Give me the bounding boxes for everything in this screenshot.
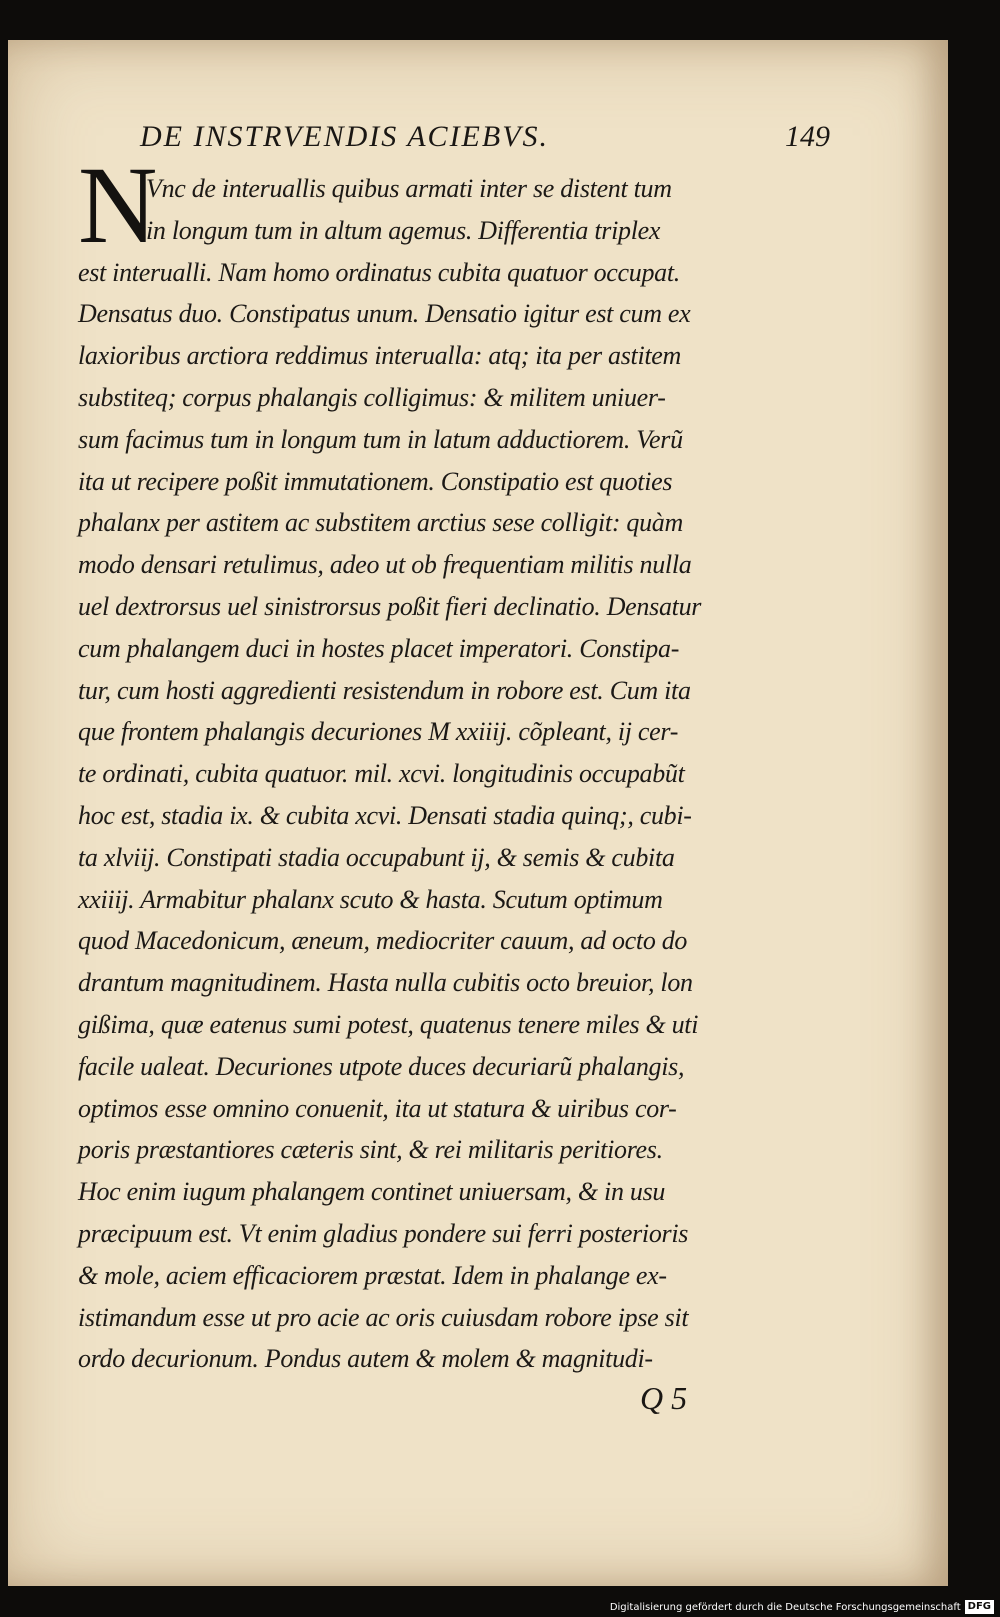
text-line: que frontem phalangis decuriones M xxiiij. cõpleant, ij cer-	[78, 717, 679, 747]
text-line: modo densari retulimus, adeo ut ob frequentiam militis nulla	[78, 550, 692, 580]
running-header	[130, 120, 830, 160]
dfg-logo: DFG	[965, 1600, 994, 1614]
text-line: uel dextrorsus uel sinistrorsus poßit fieri declinatio. Densatur	[78, 591, 702, 621]
text-line: est interualli. Nam homo ordinatus cubita quatuor occupat.	[78, 257, 681, 287]
page-number: 149	[785, 120, 830, 153]
text-line: in longum tum in altum agemus. Differentia triplex	[146, 215, 661, 245]
text-line: hoc est, stadia ix. & cubita xcvi. Densati stadia quinq;, cubi-	[78, 800, 692, 830]
body-text	[78, 168, 818, 1380]
text-line: cum phalangem duci in hostes placet imperatori. Constipa-	[78, 633, 680, 663]
text-line: te ordinati, cubita quatuor. mil. xcvi. longitudinis occupabũt	[78, 759, 685, 789]
text-line: sum facimus tum in longum tum in latum adductiorem. Verũ	[78, 424, 683, 454]
text-line: laxioribus arctiora reddimus interualla: atq; ita per astitem	[78, 341, 682, 371]
text-line: substiteq; corpus phalangis colligimus: & militem uniuer-	[78, 382, 666, 412]
digitization-footer	[610, 1599, 994, 1615]
drop-capital: N	[78, 144, 158, 266]
text-line: optimos esse omnino conuenit, ita ut statura & uiribus cor-	[78, 1093, 677, 1123]
text-line: drantum magnitudinem. Hasta nulla cubitis octo breuior, lon	[78, 968, 693, 998]
text-line: tur, cum hosti aggredienti resistendum in robore est. Cum ita	[78, 675, 691, 705]
text-line: phalanx per astitem ac substitem arctius sese colligit: quàm	[78, 508, 683, 538]
text-line: ordo decurionum. Pondus autem & molem & magnitudi-	[78, 1344, 653, 1374]
text-line: Vnc de interuallis quibus armati inter se distent tum	[146, 174, 672, 203]
running-title: DE INSTRVENDIS ACIEBVS.	[140, 120, 550, 153]
signature-mark: Q 5	[640, 1380, 688, 1416]
text-line: gißima, quæ eatenus sumi potest, quatenus tenere miles & uti	[78, 1009, 699, 1039]
text-line: quod Macedonicum, æneum, mediocriter cauum, ad octo do	[78, 926, 688, 956]
text-line: facile ualeat. Decuriones utpote duces decuriarũ phalangis,	[78, 1051, 685, 1081]
text-line: & mole, aciem efficaciorem præstat. Idem in phalange ex-	[78, 1260, 667, 1290]
text-line: præcipuum est. Vt enim gladius pondere sui ferri posterioris	[78, 1218, 689, 1248]
text-line: Densatus duo. Constipatus unum. Densatio igitur est cum ex	[78, 299, 691, 329]
text-line: istimandum esse ut pro acie ac oris cuiusdam robore ipse sit	[78, 1302, 689, 1332]
footer-text: Digitalisierung gefördert durch die Deutsche Forschungsgemeinschaft	[609, 1601, 961, 1613]
text-line: xxiiij. Armabitur phalanx scuto & hasta. Scutum optimum	[78, 884, 663, 914]
text-line: ita ut recipere poßit immutationem. Constipatio est quoties	[78, 466, 673, 496]
text-line: ta xlviij. Constipati stadia occupabunt ij, & semis & cubita	[78, 842, 675, 872]
text-line: Hoc enim iugum phalangem continet uniuersam, & in usu	[78, 1177, 666, 1207]
text-line: poris præstantiores cæteris sint, & rei militaris peritiores.	[78, 1135, 663, 1165]
